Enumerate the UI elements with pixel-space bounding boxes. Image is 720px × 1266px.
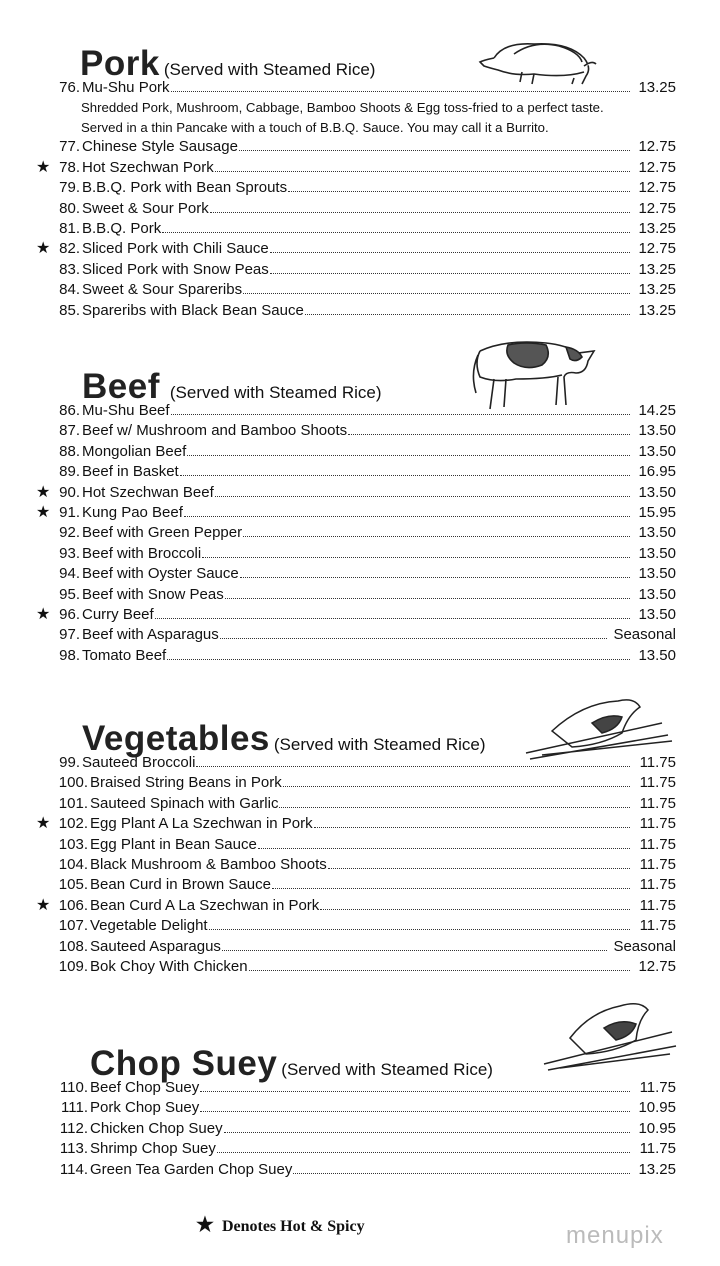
item-number <box>0 239 80 259</box>
section-subtitle: (Served with Steamed Rice) <box>273 735 486 754</box>
dot-leader <box>283 775 630 787</box>
item-number <box>0 896 88 916</box>
item-price: 13.25 <box>638 301 676 319</box>
item-number-text: 101. <box>58 794 88 812</box>
menu-item <box>0 1119 720 1139</box>
dot-leader <box>222 939 608 951</box>
spicy-star-icon: ★ <box>36 503 51 521</box>
menu-item <box>0 483 720 503</box>
item-number <box>0 158 80 178</box>
dot-leader <box>209 918 630 930</box>
item-price: 13.50 <box>638 524 676 542</box>
item-number-text: 100. <box>58 774 88 792</box>
item-name: Vegetable Delight <box>90 917 208 935</box>
item-number <box>0 503 80 523</box>
item-price: 13.50 <box>638 646 676 664</box>
spicy-star-icon: ★ <box>36 605 51 623</box>
dot-leader <box>270 241 630 253</box>
dot-leader <box>167 648 630 660</box>
item-price: 11.75 <box>639 917 676 935</box>
item-price: 13.25 <box>638 219 676 237</box>
item-name: Sweet & Sour Spareribs <box>82 281 243 299</box>
item-number <box>0 753 80 773</box>
item-name: Beef w/ Mushroom and Bamboo Shoots <box>82 422 348 440</box>
item-price: 11.75 <box>639 794 676 812</box>
dot-leader <box>220 627 608 639</box>
item-name: Sauteed Spinach with Garlic <box>90 794 279 812</box>
menu-list <box>0 1078 720 1180</box>
item-price: 13.50 <box>638 422 676 440</box>
item-name: Beef with Asparagus <box>82 626 219 644</box>
item-name: Hot Szechwan Pork <box>82 158 214 176</box>
item-name: Shrimp Chop Suey <box>90 1140 216 1158</box>
dot-leader <box>202 546 630 558</box>
section-title: Pork <box>80 44 160 83</box>
section-title: Chop Suey <box>90 1044 278 1083</box>
item-price: 14.25 <box>638 402 676 419</box>
menu-item <box>0 814 720 834</box>
menu-item <box>0 239 720 259</box>
item-price: 13.50 <box>638 585 676 603</box>
item-number <box>0 1160 88 1180</box>
dot-leader <box>243 282 630 294</box>
item-number-text: 87. <box>59 422 80 440</box>
item-number-text: 103. <box>58 835 88 853</box>
item-number-text: 112. <box>59 1119 88 1137</box>
item-number <box>0 219 80 239</box>
item-description: Served in a thin Pancake with a touch of B.B.Q. Sauce. You may call it a Burrito. <box>81 119 549 135</box>
item-number-text: 109. <box>58 957 88 975</box>
item-number-text: 82. <box>59 240 80 258</box>
menu-item <box>0 773 720 793</box>
item-price: Seasonal <box>613 937 676 955</box>
dot-leader <box>305 303 630 315</box>
item-number <box>0 937 88 957</box>
item-price: 13.50 <box>638 483 676 501</box>
item-number <box>0 646 80 666</box>
item-number-text: 78. <box>59 158 80 176</box>
menu-item <box>0 219 720 239</box>
item-price: Seasonal <box>613 626 676 644</box>
item-price: 11.75 <box>639 815 676 833</box>
menu-item <box>0 462 720 482</box>
item-price: 13.50 <box>638 544 676 562</box>
dot-leader <box>215 485 630 497</box>
item-number <box>0 401 80 421</box>
item-price: 12.75 <box>638 138 676 156</box>
item-number-text: 76. <box>59 79 80 96</box>
menu-item <box>0 503 720 523</box>
item-number-text: 77. <box>59 138 80 156</box>
menu-item <box>0 957 720 977</box>
item-number-text: 94. <box>59 565 80 583</box>
item-number-text: 102. <box>58 815 88 833</box>
dot-leader <box>184 505 630 517</box>
item-number <box>0 1139 88 1159</box>
item-number <box>0 875 88 895</box>
menu-item <box>0 544 720 564</box>
item-number <box>0 442 80 462</box>
item-name: Pork Chop Suey <box>90 1099 200 1117</box>
menu-list <box>0 78 720 321</box>
item-number <box>0 462 80 482</box>
item-price: 12.75 <box>638 158 676 176</box>
menu-item <box>0 625 720 645</box>
item-price: 10.95 <box>638 1099 676 1117</box>
item-number <box>0 835 88 855</box>
menu-item <box>0 137 720 157</box>
item-number-text: 107. <box>58 917 88 935</box>
item-number <box>0 483 80 503</box>
item-number-text: 90. <box>59 483 80 501</box>
item-number <box>0 855 88 875</box>
item-name: Curry Beef <box>82 605 154 623</box>
item-number <box>0 523 80 543</box>
item-number-text: 84. <box>59 281 80 299</box>
item-price: 12.75 <box>638 179 676 197</box>
spicy-star-icon: ★ <box>36 240 51 258</box>
dot-leader <box>200 1100 630 1112</box>
spicy-star-icon: ★ <box>36 158 51 176</box>
item-number-text: 81. <box>59 219 80 237</box>
dot-leader <box>288 180 630 192</box>
item-number-text: 108. <box>58 937 88 955</box>
menu-item <box>0 280 720 300</box>
section-subtitle: (Served with Steamed Rice) <box>281 1060 493 1079</box>
item-number <box>0 421 80 441</box>
item-number <box>0 605 80 625</box>
spicy-star-icon: ★ <box>36 815 51 833</box>
item-number-text: 89. <box>59 463 80 481</box>
item-number-text: 114. <box>59 1160 88 1178</box>
dot-leader <box>239 139 630 151</box>
item-number <box>0 814 88 834</box>
legend-text: Denotes Hot & Spicy <box>221 1218 365 1235</box>
item-name: Kung Pao Beef <box>82 503 183 521</box>
item-price: 16.95 <box>638 463 676 481</box>
item-number-text: 86. <box>59 402 80 419</box>
menu-item <box>0 199 720 219</box>
item-number-text: 92. <box>59 524 80 542</box>
section-subtitle: (Served with Steamed Rice) <box>169 383 382 402</box>
menu-item <box>0 646 720 666</box>
menu-list <box>0 401 720 666</box>
item-number-text: 113. <box>59 1140 88 1158</box>
item-price: 15.95 <box>638 503 676 521</box>
item-price: 13.25 <box>638 260 676 278</box>
item-name: Sliced Pork with Snow Peas <box>82 260 269 278</box>
item-name: Braised String Beans in Pork <box>90 774 282 792</box>
menu-item <box>0 916 720 936</box>
item-number-text: 110. <box>59 1079 88 1096</box>
item-name: Black Mushroom & Bamboo Shoots <box>90 855 327 873</box>
item-price: 11.75 <box>639 754 676 771</box>
item-name: Beef with Broccoli <box>82 544 202 562</box>
section-header <box>82 367 720 406</box>
item-number-text: 93. <box>59 544 80 562</box>
dot-leader <box>162 221 630 233</box>
item-name: B.B.Q. Pork with Bean Sprouts <box>82 179 288 197</box>
menu-item <box>0 1098 720 1118</box>
item-name: Beef Chop Suey <box>90 1079 200 1096</box>
dot-leader <box>187 444 630 456</box>
item-price: 13.25 <box>638 1160 676 1178</box>
menu-item <box>0 794 720 814</box>
item-name: Bean Curd in Brown Sauce <box>90 876 271 894</box>
item-number-text: 104. <box>58 855 88 873</box>
item-name: Tomato Beef <box>82 646 167 664</box>
menu-item <box>0 442 720 462</box>
section-title: Vegetables <box>82 719 270 758</box>
item-number <box>0 564 80 584</box>
dot-leader <box>240 566 630 578</box>
item-name: Mu-Shu Pork <box>82 79 170 96</box>
item-number <box>0 1119 88 1139</box>
item-number <box>0 1098 88 1118</box>
item-price: 11.75 <box>639 855 676 873</box>
item-price: 12.75 <box>638 957 676 975</box>
item-number <box>0 178 80 198</box>
item-price: 11.75 <box>639 835 676 853</box>
item-name: Bean Curd A La Szechwan in Pork <box>90 896 320 914</box>
item-number <box>0 78 80 98</box>
item-price: 13.50 <box>638 565 676 583</box>
dot-leader <box>348 423 630 435</box>
item-name: Sauteed Asparagus <box>90 937 221 955</box>
spicy-star-icon: ★ <box>36 483 51 501</box>
menu-item <box>0 421 720 441</box>
dot-leader <box>224 1121 630 1133</box>
watermark: menupix <box>566 1222 664 1249</box>
item-price: 11.75 <box>639 896 676 914</box>
menu-item <box>0 1160 720 1180</box>
item-number <box>0 260 80 280</box>
item-price: 13.50 <box>638 605 676 623</box>
item-price: 13.25 <box>638 79 676 96</box>
item-number <box>0 585 80 605</box>
dot-leader <box>258 837 630 849</box>
section-beef <box>0 367 720 666</box>
cow-illustration-icon <box>466 333 601 413</box>
section-subtitle: (Served with Steamed Rice) <box>163 60 376 79</box>
item-number-text: 85. <box>59 301 80 319</box>
dot-leader <box>210 201 630 213</box>
item-number-text: 111. <box>61 1099 88 1117</box>
item-name: Bok Choy With Chicken <box>90 957 248 975</box>
dot-leader <box>314 816 630 828</box>
item-name: Chinese Style Sausage <box>82 138 238 156</box>
menu-item <box>0 260 720 280</box>
dot-leader <box>225 587 630 599</box>
item-name: Beef with Snow Peas <box>82 585 224 603</box>
item-description: Shredded Pork, Mushroom, Cabbage, Bamboo Shoots & Egg toss-fried to a perfect taste. <box>81 100 604 116</box>
item-price: 11.75 <box>639 1140 676 1158</box>
vegetables-illustration-icon <box>522 693 674 763</box>
item-name: Mu-Shu Beef <box>82 402 170 419</box>
menu-item <box>0 158 720 178</box>
item-number <box>0 137 80 157</box>
menu-item <box>0 564 720 584</box>
menu-item <box>0 875 720 895</box>
item-name: B.B.Q. Pork <box>82 219 162 237</box>
dot-leader <box>217 1141 630 1153</box>
dot-leader <box>293 1162 630 1174</box>
dot-leader <box>243 525 630 537</box>
dot-leader <box>279 796 630 808</box>
item-number <box>0 301 80 321</box>
spicy-star-icon: ★ <box>36 896 51 914</box>
menu-item <box>0 301 720 321</box>
item-number <box>0 916 88 936</box>
menu-item <box>0 835 720 855</box>
item-number <box>0 1078 88 1098</box>
item-name: Spareribs with Black Bean Sauce <box>82 301 304 319</box>
dot-leader <box>328 857 630 869</box>
menu-item <box>0 1139 720 1159</box>
section-header <box>80 44 720 83</box>
menu-item <box>0 896 720 916</box>
item-number-text: 96. <box>59 605 80 623</box>
item-price: 12.75 <box>638 199 676 217</box>
section-pork <box>0 44 720 321</box>
item-number-text: 88. <box>59 442 80 460</box>
menu-item <box>0 605 720 625</box>
item-name: Beef with Green Pepper <box>82 524 243 542</box>
item-number <box>0 199 80 219</box>
item-price: 10.95 <box>638 1119 676 1137</box>
dot-leader <box>249 959 630 971</box>
section-title: Beef <box>82 367 160 406</box>
menu-item <box>0 937 720 957</box>
item-number <box>0 280 80 300</box>
item-number-text: 105. <box>58 876 88 894</box>
dot-leader <box>180 464 630 476</box>
item-name: Sauteed Broccoli <box>82 754 196 771</box>
item-name: Green Tea Garden Chop Suey <box>90 1160 293 1178</box>
item-price: 11.75 <box>639 774 676 792</box>
item-number-text: 83. <box>59 260 80 278</box>
dot-leader <box>270 262 630 274</box>
item-name: Beef with Oyster Sauce <box>82 565 239 583</box>
item-name: Hot Szechwan Beef <box>82 483 214 501</box>
item-price: 13.50 <box>638 442 676 460</box>
menu-item <box>0 855 720 875</box>
item-price: 11.75 <box>639 876 676 894</box>
dot-leader <box>320 898 630 910</box>
item-name: Chicken Chop Suey <box>90 1119 223 1137</box>
item-number-text: 97. <box>59 626 80 644</box>
item-name: Sweet & Sour Pork <box>82 199 209 217</box>
item-number <box>0 957 88 977</box>
item-price: 12.75 <box>638 240 676 258</box>
star-icon: ★ <box>196 1214 214 1236</box>
menu-list <box>0 753 720 977</box>
item-number <box>0 773 88 793</box>
dot-leader <box>155 607 630 619</box>
item-name: Beef in Basket <box>82 463 179 481</box>
item-number <box>0 625 80 645</box>
item-number-text: 95. <box>59 585 80 603</box>
item-name: Sliced Pork with Chili Sauce <box>82 240 269 258</box>
item-number-text: 98. <box>59 646 80 664</box>
item-number-text: 80. <box>59 199 80 217</box>
menu-item <box>0 178 720 198</box>
item-name: Mongolian Beef <box>82 442 187 460</box>
item-name: Egg Plant A La Szechwan in Pork <box>90 815 313 833</box>
vegetables-illustration-icon <box>540 998 680 1074</box>
item-price: 13.25 <box>638 281 676 299</box>
pig-illustration-icon <box>474 36 599 86</box>
dot-leader <box>272 877 630 889</box>
item-price: 11.75 <box>639 1079 676 1096</box>
spicy-legend <box>196 1212 365 1237</box>
item-number <box>0 794 88 814</box>
menu-item <box>0 523 720 543</box>
item-number <box>0 544 80 564</box>
menu-item <box>0 585 720 605</box>
dot-leader <box>215 160 630 172</box>
item-number-text: 79. <box>59 179 80 197</box>
item-number-text: 99. <box>59 754 80 771</box>
item-name: Egg Plant in Bean Sauce <box>90 835 257 853</box>
item-number-text: 106. <box>58 896 88 914</box>
item-number-text: 91. <box>59 503 80 521</box>
